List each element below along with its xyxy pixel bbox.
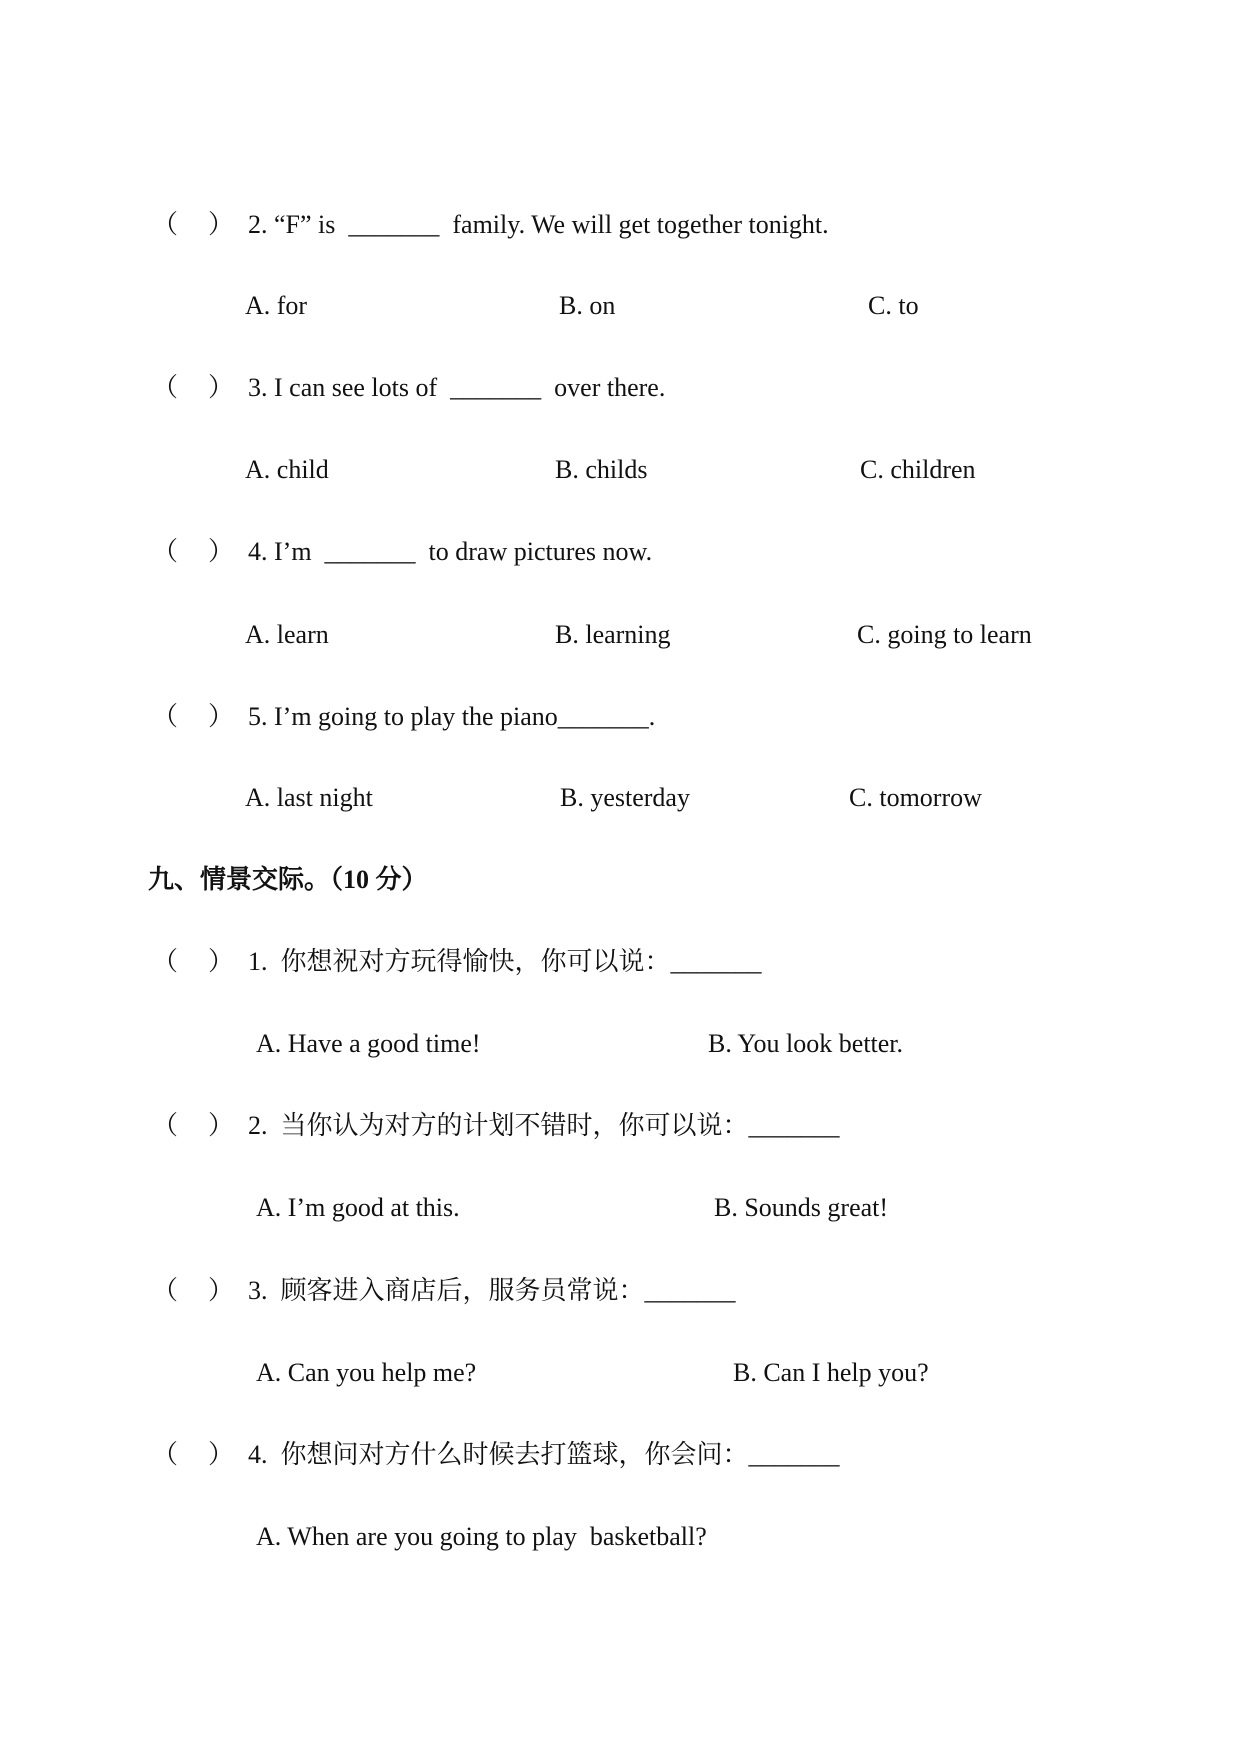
question-stem: 4. 你想问对方什么时候去打篮球，你会问：_______ <box>248 1440 840 1469</box>
answer-bracket-close: ） <box>208 537 235 566</box>
option: B. Sounds great! <box>714 1193 889 1222</box>
answer-bracket-open: （ <box>152 210 179 239</box>
question-stem: 1. 你想祝对方玩得愉快，你可以说：_______ <box>248 947 762 976</box>
answer-bracket-open: （ <box>152 947 179 976</box>
option: A. Can you help me? <box>256 1358 477 1387</box>
option: B. childs <box>555 455 648 484</box>
option: C. going to learn <box>857 620 1032 649</box>
option: A. last night <box>245 783 373 812</box>
option: B. learning <box>555 620 671 649</box>
answer-bracket-close: ） <box>208 1276 235 1305</box>
option: C. to <box>868 291 919 320</box>
answer-bracket-close: ） <box>208 947 235 976</box>
question-stem: 3. 顾客进入商店后，服务员常说：_______ <box>248 1276 736 1305</box>
answer-bracket-open: （ <box>152 1276 179 1305</box>
option: C. children <box>860 455 976 484</box>
answer-bracket-close: ） <box>208 210 235 239</box>
answer-bracket-close: ） <box>208 373 235 402</box>
option: A. child <box>245 455 329 484</box>
question-stem: 2. 当你认为对方的计划不错时，你可以说：_______ <box>248 1111 840 1140</box>
option: C. tomorrow <box>849 783 982 812</box>
option: B. Can I help you? <box>733 1358 929 1387</box>
option: A. When are you going to play basketball? <box>256 1522 707 1551</box>
answer-bracket-close: ） <box>208 702 235 731</box>
answer-bracket-open: （ <box>152 1440 179 1469</box>
question-stem: 5. I’m going to play the piano_______. <box>248 702 656 731</box>
answer-bracket-close: ） <box>208 1111 235 1140</box>
answer-bracket-open: （ <box>152 537 179 566</box>
option: B. on <box>559 291 616 320</box>
question-stem: 3. I can see lots of _______ over there. <box>248 373 666 402</box>
option: A. Have a good time! <box>256 1029 481 1058</box>
answer-bracket-open: （ <box>152 702 179 731</box>
answer-bracket-open: （ <box>152 373 179 402</box>
question-stem: 2. “F” is _______ family. We will get together tonight. <box>248 210 829 239</box>
option: A. I’m good at this. <box>256 1193 460 1222</box>
option: A. learn <box>245 620 329 649</box>
answer-bracket-close: ） <box>208 1440 235 1469</box>
answer-bracket-open: （ <box>152 1111 179 1140</box>
option: B. You look better. <box>708 1029 904 1058</box>
section-heading: 九、情景交际。（10 分） <box>148 865 428 894</box>
option: A. for <box>245 291 308 320</box>
option: B. yesterday <box>560 783 690 812</box>
question-stem: 4. I’m _______ to draw pictures now. <box>248 537 653 566</box>
